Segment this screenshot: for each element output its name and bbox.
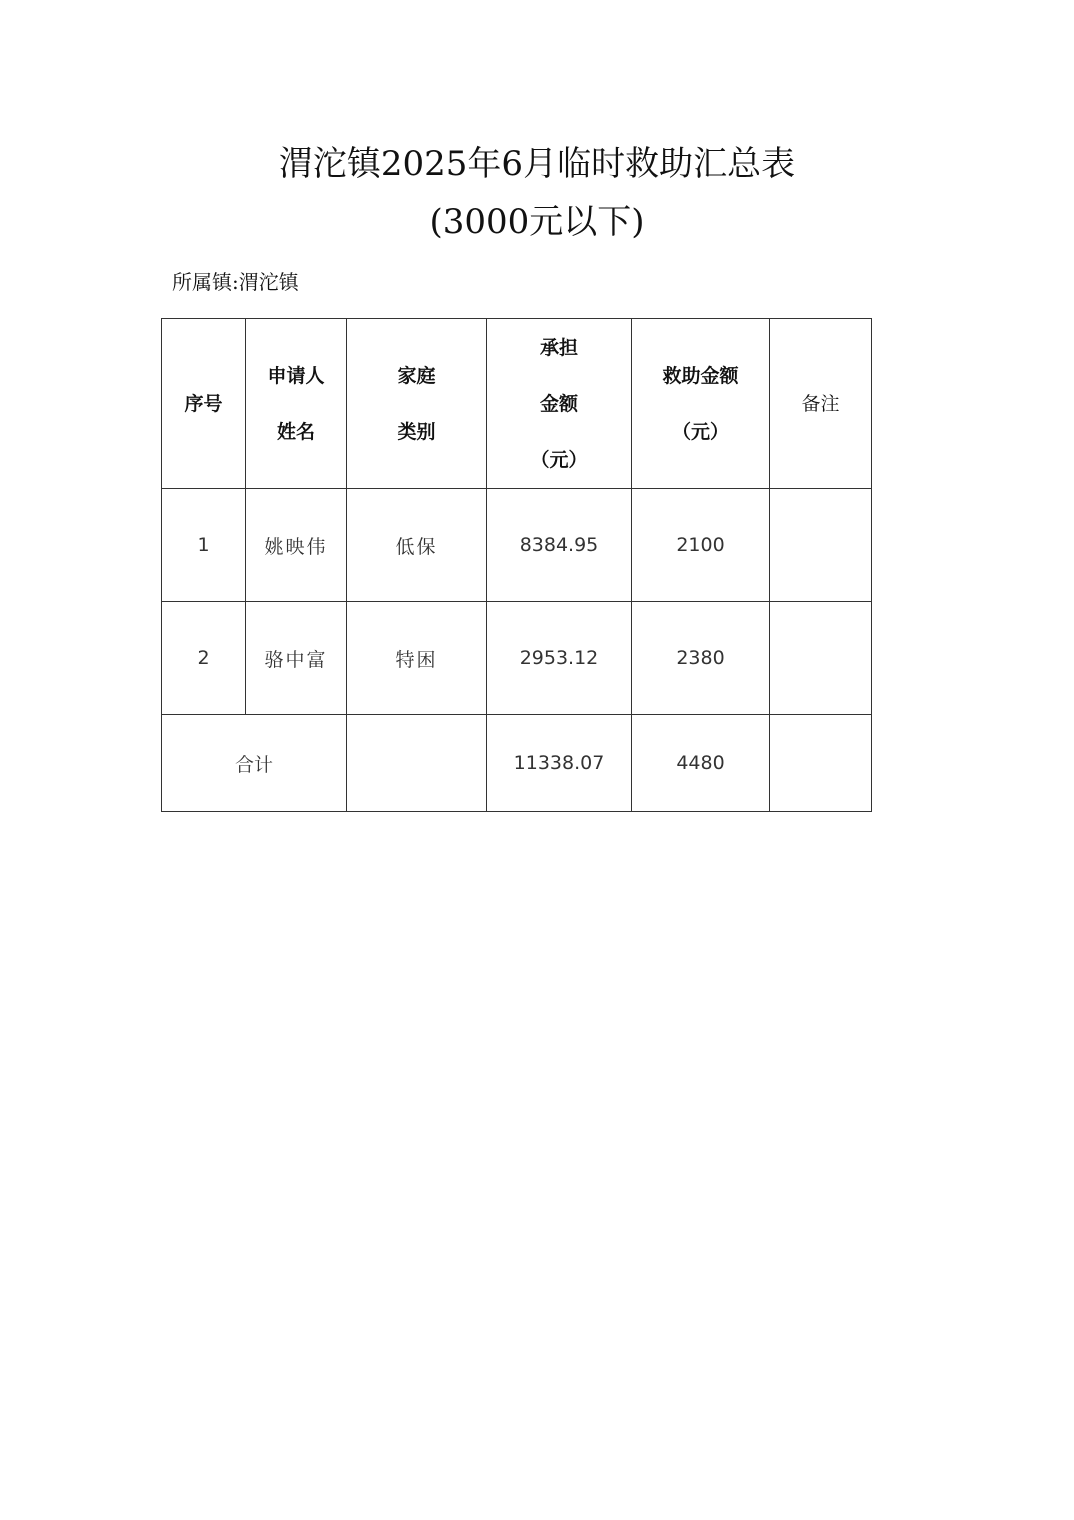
cell-family-type: 特困 <box>347 602 487 715</box>
cell-note <box>770 602 872 715</box>
header-note: 备注 <box>770 319 872 489</box>
document-title: 渭沱镇2025年6月临时救助汇总表 <box>278 144 796 184</box>
cell-total-family-type <box>347 715 487 812</box>
header-family-type: 家庭 类别 <box>347 319 487 489</box>
cell-index: 2 <box>162 602 246 715</box>
document-subtitle: (3000元以下) <box>429 202 645 242</box>
relief-summary-table <box>161 318 872 812</box>
cell-applicant-name: 姚映伟 <box>246 489 347 602</box>
table-row <box>162 602 872 715</box>
table-header-row <box>162 319 872 489</box>
cell-burden-amount: 2953.12 <box>487 602 632 715</box>
table-total-row <box>162 715 872 812</box>
cell-relief-amount: 2380 <box>632 602 770 715</box>
cell-relief-amount: 2100 <box>632 489 770 602</box>
town-label: 所属镇:渭沱镇 <box>172 270 299 294</box>
header-applicant-name: 申请人 姓名 <box>246 319 347 489</box>
cell-total-label: 合计 <box>162 715 347 812</box>
cell-index: 1 <box>162 489 246 602</box>
cell-note <box>770 489 872 602</box>
header-relief-amount: 救助金额 （元） <box>632 319 770 489</box>
cell-burden-amount: 8384.95 <box>487 489 632 602</box>
cell-total-burden: 11338.07 <box>487 715 632 812</box>
table-row <box>162 489 872 602</box>
cell-total-note <box>770 715 872 812</box>
cell-family-type: 低保 <box>347 489 487 602</box>
cell-total-relief: 4480 <box>632 715 770 812</box>
header-index: 序号 <box>162 319 246 489</box>
header-burden-amount: 承担 金额 （元） <box>487 319 632 489</box>
cell-applicant-name: 骆中富 <box>246 602 347 715</box>
